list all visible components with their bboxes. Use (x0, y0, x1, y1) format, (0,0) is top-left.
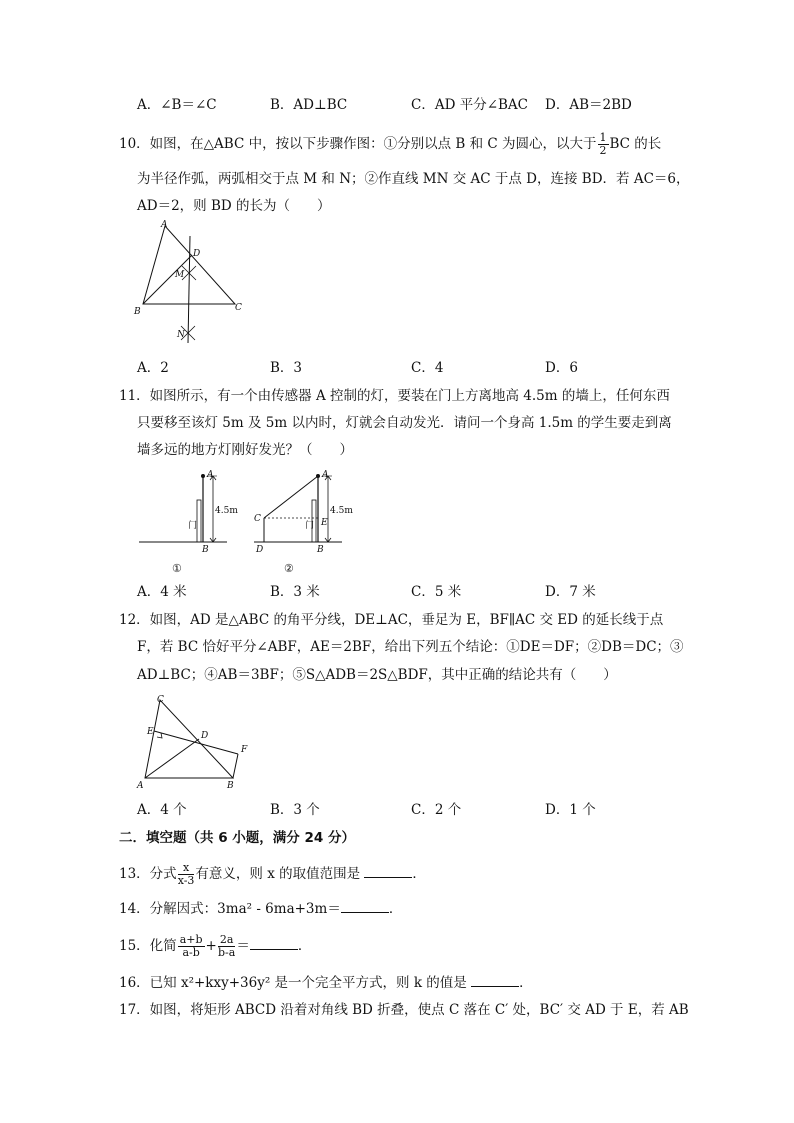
q11-fig1-door: 门 (188, 521, 198, 531)
q10-label-B: B (134, 307, 141, 317)
q10-label-D: D (193, 249, 201, 259)
q13: 13．分式 $\frac{x}{x-3}$ 有意义，则 x 的取值范围是 ． (119, 861, 426, 887)
q11-fig2-label-C: C (254, 514, 261, 524)
q10-figure (130, 218, 250, 348)
q12-label-D: D (201, 731, 209, 741)
q10-label-M: M (175, 270, 185, 280)
q14: 14．分解因式：3ma² - 6ma+3m＝ ． (119, 901, 403, 917)
section-title: 二．填空题（共 6 小题，满分 24 分） (119, 830, 355, 846)
q13-fraction: $\frac{x}{x-3}$ (177, 861, 195, 887)
q14-answer-blank (341, 900, 389, 913)
q11-option-b: B．3 米 (270, 584, 320, 600)
q11-fig1-caption: ① (172, 562, 182, 575)
q11-fig2-label-D: D (256, 545, 264, 555)
q12-figure (135, 692, 265, 797)
q12-label-A: A (137, 781, 144, 791)
q12-line2: F，若 BC 恰好平分∠ABF，AE＝2BF，给出下列五个结论：①DE＝DF；②DB＝DC；③ (137, 639, 684, 655)
q10-option-a: A．2 (137, 360, 169, 376)
q11-line1: 11．如图所示，有一个由传感器 A 控制的灯，要装在门上方离地高 4.5m 的墙上，任何东西 (119, 388, 670, 404)
q16-answer-blank (471, 974, 519, 987)
q10-option-b: B．3 (270, 360, 303, 376)
q10-option-c: C．4 (411, 360, 444, 376)
q12-option-a: A．4 个 (137, 802, 187, 818)
q12-label-B: B (227, 781, 234, 791)
q17-line1: 17．如图，将矩形 ABCD 沿着对角线 BD 折叠，使点 C 落在 C′ 处，BC′ 交 AD 于 E，若 AB (119, 1002, 689, 1018)
q10-line3: AD＝2，则 BD 的长为（ ） (137, 198, 331, 214)
q10-line1: 10．如图，在△ABC 中，按以下步骤作图：①分别以点 B 和 C 为圆心，以大于 $\frac{1}{2}$ BC 的长 (119, 131, 662, 157)
q11-fig1-height: 4.5m (215, 506, 238, 516)
q11-option-a: A．4 米 (137, 584, 187, 600)
q11-line2: 只要移至该灯 5m 及 5m 以内时，灯就会自动发光．请问一个身高 1.5m 的学生要走到离 (137, 415, 672, 431)
q15-answer-blank (250, 937, 298, 950)
q10-label-A: A (161, 220, 168, 230)
q10-fraction: $\frac{1}{2}$ (599, 131, 607, 157)
q11-option-d: D．7 米 (545, 584, 596, 600)
q11-figure-2 (250, 466, 360, 581)
q11-fig2-label-A: A (322, 470, 329, 480)
q12-option-c: C．2 个 (411, 802, 462, 818)
q10-line2: 为半径作弧，两弧相交于点 M 和 N；②作直线 MN 交 AC 于点 D，连接 BD．若 AC＝6， (137, 171, 690, 187)
q9-option-b: B．AD⊥BC (270, 97, 348, 113)
q11-fig2-height: 4.5m (330, 506, 353, 516)
q12-label-F: F (241, 745, 248, 755)
q9-option-d: D．AB＝2BD (545, 97, 632, 113)
q11-option-c: C．5 米 (411, 584, 462, 600)
q11-fig2-caption: ② (284, 562, 294, 575)
q15: 15．化简 $\frac{a+b}{a-b}$ + $\frac{2a}{b-a}$ ＝ ． (119, 933, 312, 959)
q12-option-b: B．3 个 (270, 802, 320, 818)
q15-fraction-1: $\frac{a+b}{a-b}$ (179, 933, 203, 959)
q11-fig2-label-E: E (321, 518, 328, 528)
q15-fraction-2: $\frac{2a}{b-a}$ (217, 933, 236, 959)
q12-option-d: D．1 个 (545, 802, 596, 818)
q11-line3: 墙多远的地方灯刚好发光？（ ） (137, 442, 353, 458)
q11-fig2-label-B: B (317, 545, 324, 555)
q12-label-C: C (157, 695, 164, 705)
q10-label-N: N (177, 330, 185, 340)
q9-option-c: C．AD 平分∠BAC (411, 97, 529, 113)
q16: 16．已知 x²+kxy+36y² 是一个完全平方式，则 k 的值是 ． (119, 975, 533, 991)
q10-label-C: C (235, 303, 242, 313)
q11-fig1-label-A: A (207, 470, 214, 480)
q11-fig1-label-B: B (202, 545, 209, 555)
q9-option-a: A．∠B＝∠C (137, 97, 217, 113)
q13-answer-blank (364, 865, 412, 878)
q12-line1: 12．如图，AD 是△ABC 的角平分线，DE⊥AC，垂足为 E，BF∥AC 交 ED 的延长线于点 (119, 612, 664, 628)
q10-option-d: D．6 (545, 360, 578, 376)
q12-label-E: E (147, 727, 154, 737)
q12-line3: AD⊥BC；④AB＝3BF；⑤S△ADB＝2S△BDF，其中正确的结论共有（ ） (137, 667, 617, 683)
q11-fig2-door: 门 (305, 521, 315, 531)
q11-figure-1 (137, 466, 238, 581)
